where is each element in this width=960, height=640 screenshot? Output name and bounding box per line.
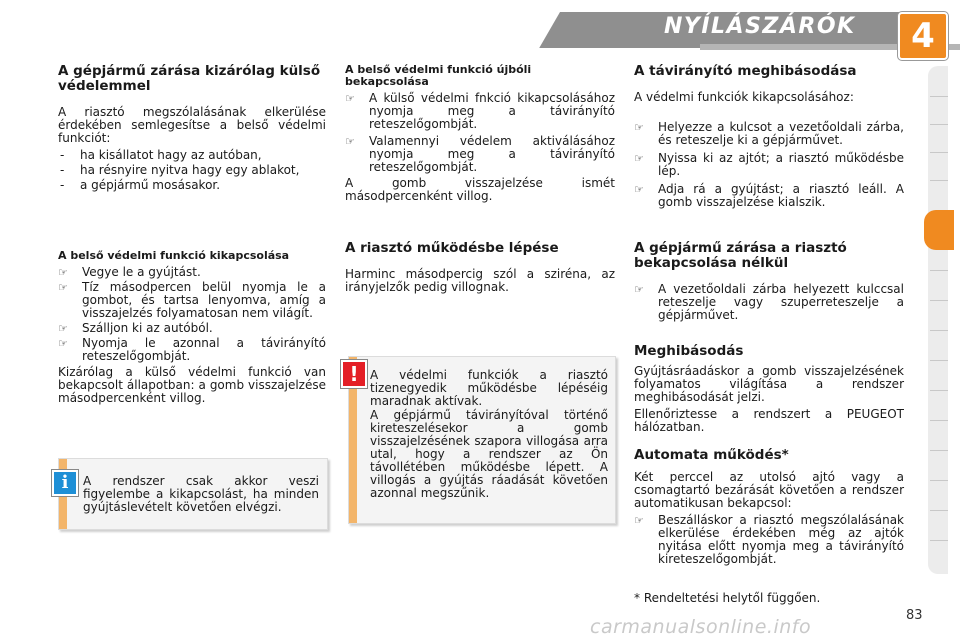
bullet-list (634, 283, 904, 322)
list-item: - a gépjármű mosásakor. (60, 178, 221, 192)
column-2 (345, 64, 615, 294)
warning-text: A gépjármű távirányítóval történő kireteszelésekor a gomb visszajelzésének szapora villogása arra utal, hogy a rendszer az Ön távollétében működésbe lépett. A villogás a gyújtás ráadását követően azonnal megszűnik. (370, 408, 608, 500)
warning-text: A védelmi funkciók a riasztó tizenegyedik működésbe lépéséig maradnak aktívak. (370, 368, 608, 408)
hand-pointer-icon: ☞ (58, 281, 68, 294)
list-item: ☞ Szálljon ki az autóból. (58, 321, 213, 335)
paragraph: Kizárólag a külső védelmi funkció van bekapcsolt állapotban: a gomb visszajelzése másodpercenként villog. (58, 365, 326, 405)
chapter-badge: 4 (898, 12, 948, 60)
watermark: carmanualsonline.info (590, 616, 812, 638)
bullet-list (58, 266, 326, 363)
column-1 (58, 64, 326, 405)
hand-pointer-icon: ☞ (58, 266, 68, 279)
info-icon: i (52, 470, 78, 496)
subsection-title: A belső védelmi funkció kikapcsolása (58, 249, 290, 262)
paragraph: Ellenőriztesse a rendszert a PEUGEOT hálózatban. (634, 407, 904, 434)
paragraph: A gomb visszajelzése ismét másodpercenként villog. (345, 176, 615, 203)
section-title: A riasztó működésbe lépése (345, 240, 559, 256)
section-title: A távirányító meghibásodása (634, 63, 857, 79)
paragraph: Gyújtásráadáskor a gomb visszajelzésének folyamatos világítása a rendszer meghibásodását jelzi. (634, 364, 904, 404)
section-title: A gépjármű zárása a riasztó bekapcsolása nélkül (634, 240, 847, 271)
dash-list (58, 148, 326, 193)
list-item: ☞ Helyezze a kulcsot a vezetőoldali zárba, és reteszelje ki a gépjárművet. (634, 120, 904, 147)
info-note (58, 458, 328, 530)
paragraph: A riasztó megszólalásának elkerülése érdekében semlegesítse a belső védelmi funkciót: (58, 105, 326, 145)
list-item: ☞ A vezetőoldali zárba helyezett kulccsal reteszelje vagy szuperreteszelje a gépjárművet. (634, 282, 904, 322)
column-3 (634, 64, 904, 566)
section-title: Automata működés* (634, 447, 789, 463)
warning-icon: ! (341, 360, 367, 388)
hand-pointer-icon: ☞ (634, 152, 644, 165)
hand-pointer-icon: ☞ (634, 121, 644, 134)
warning-note (348, 356, 616, 524)
list-item: ☞ Vegye le a gyújtást. (58, 265, 201, 279)
list-item: ☞ Valamennyi védelem aktiválásához nyomja meg a távirányító reteszelőgombját. (345, 134, 615, 174)
page-number: 83 (906, 608, 923, 623)
section-title: A gépjármű zárása kizárólag külső védelemmel (58, 63, 321, 94)
paragraph: Harminc másodpercig szól a sziréna, az irányjelzők pedig villognak. (345, 267, 615, 294)
subsection-title: A belső védelmi funkció újbóli bekapcsolása (345, 63, 532, 88)
paragraph: Két perccel az utolsó ajtó vagy a csomagtartó bezárását követően a rendszer automatikusan bekapcsol: (634, 470, 904, 510)
thumb-index (928, 66, 948, 574)
list-item: ☞ Beszálláskor a riasztó megszólalásának elkerülése érdekében még az ajtók nyitása előtt nyomja meg a távirányító kireteszelőgombját. (634, 513, 904, 566)
hand-pointer-icon: ☞ (58, 322, 68, 335)
bullet-list (345, 92, 615, 174)
list-item: ☞ Tíz másodpercen belül nyomja le a gombot, és tartsa lenyomva, amíg a visszajelzés folyamatosan nem világít. (58, 280, 326, 320)
list-item: ☞ Adja rá a gyújtást; a riasztó leáll. A gomb visszajelzése kialszik. (634, 182, 904, 209)
section-title: Meghibásodás (634, 343, 744, 359)
list-item: ☞ A külső védelmi fnkció kikapcsolásához nyomja meg a távirányító reteszelőgombját. (345, 91, 615, 131)
hand-pointer-icon: ☞ (345, 92, 355, 105)
bullet-list (634, 121, 904, 209)
info-note-text: A rendszer csak akkor veszi figyelembe a kikapcsolást, ha minden gyújtáslevételt követően elvégzi. (83, 474, 319, 514)
paragraph: A védelmi funkciók kikapcsolásához: (634, 90, 854, 104)
hand-pointer-icon: ☞ (58, 337, 68, 350)
footnote: * Rendeltetési helytől függően. (634, 591, 821, 605)
list-item: ☞ Nyissa ki az ajtót; a riasztó működésbe lép. (634, 151, 904, 178)
list-item: - ha résnyire nyitva hagy egy ablakot, (60, 163, 300, 177)
list-item: - ha kisállatot hagy az autóban, (60, 148, 262, 162)
hand-pointer-icon: ☞ (345, 135, 355, 148)
bullet-list (634, 514, 904, 566)
hand-pointer-icon: ☞ (634, 183, 644, 196)
chapter-title: NYÍLÁSZÁRÓK (664, 14, 856, 39)
list-item: ☞ Nyomja le azonnal a távirányító reteszelőgombját. (58, 336, 326, 363)
hand-pointer-icon: ☞ (634, 283, 644, 296)
hand-pointer-icon: ☞ (634, 514, 644, 527)
thumb-index-active-tab (924, 210, 954, 250)
